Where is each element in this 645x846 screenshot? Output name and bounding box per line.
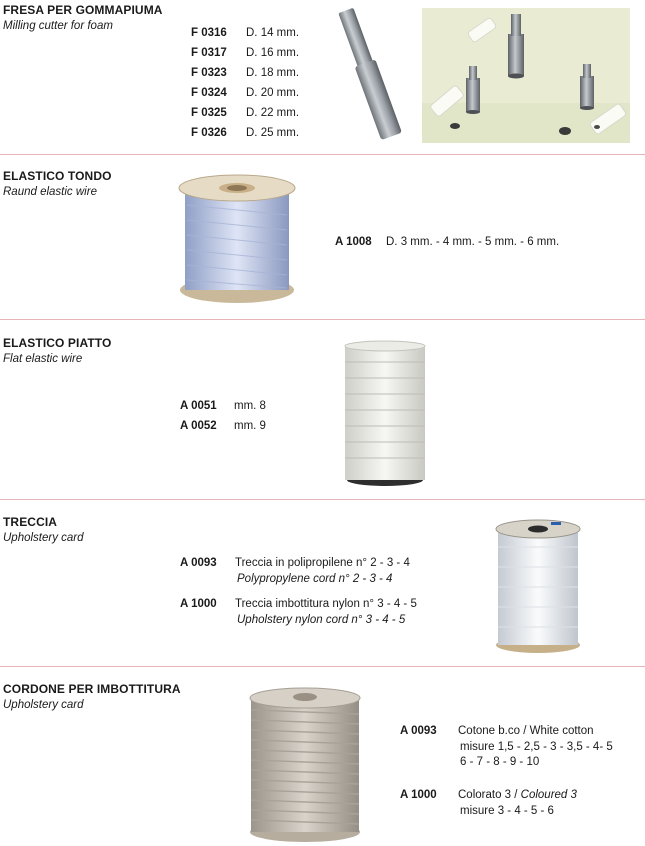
list-item-sizes: misure 3 - 4 - 5 - 6	[460, 805, 554, 817]
section-divider	[0, 499, 645, 500]
section-subtitle-treccia: Upholstery card	[3, 532, 84, 544]
list-item: F 0317	[191, 47, 227, 59]
list-item: A 0093	[180, 557, 217, 569]
list-item-sizes: 6 - 7 - 8 - 9 - 10	[460, 756, 540, 768]
treccia-spool-image	[493, 517, 583, 657]
list-item: F 0324	[191, 87, 227, 99]
list-item: A 0093	[400, 725, 437, 737]
section-title-treccia: TRECCIA	[3, 515, 58, 529]
list-item-desc: D. 25 mm.	[246, 127, 300, 139]
list-item-desc: Treccia imbottitura nylon n° 3 - 4 - 5	[235, 598, 417, 610]
cutters-on-board-image	[422, 8, 630, 143]
list-item: A 1000	[180, 598, 217, 610]
list-item-desc: D. 20 mm.	[246, 87, 300, 99]
list-item: F 0323	[191, 67, 227, 79]
round-elastic-spool-image	[175, 170, 300, 310]
list-item-desc: Cotone b.co / White cotton	[458, 725, 594, 737]
section-title-fresa: FRESA PER GOMMAPIUMA	[3, 3, 163, 17]
list-item-desc: mm. 8	[234, 400, 266, 412]
section-title-elastico-tondo: ELASTICO TONDO	[3, 169, 112, 183]
list-item-desc: Treccia in polipropilene n° 2 - 3 - 4	[235, 557, 410, 569]
list-item: A 1008	[335, 236, 372, 248]
list-item-desc: D. 18 mm.	[246, 67, 300, 79]
section-divider	[0, 154, 645, 155]
section-subtitle-elastico-piatto: Flat elastic wire	[3, 353, 83, 365]
section-subtitle-cordone: Upholstery card	[3, 699, 84, 711]
section-title-cordone: CORDONE PER IMBOTTITURA	[3, 682, 181, 696]
section-subtitle-elastico-tondo: Raund elastic wire	[3, 186, 97, 198]
milling-cutter-image	[325, 2, 415, 147]
list-item-desc: D. 3 mm. - 4 mm. - 5 mm. - 6 mm.	[386, 236, 560, 248]
flat-elastic-roll-image	[340, 338, 432, 488]
section-divider	[0, 666, 645, 667]
list-item: F 0316	[191, 27, 227, 39]
cordone-spool-image	[245, 684, 365, 844]
list-item: F 0325	[191, 107, 227, 119]
section-divider	[0, 319, 645, 320]
list-item-desc-en: Upholstery nylon cord n° 3 - 4 - 5	[237, 614, 406, 626]
list-item: A 1000	[400, 789, 437, 801]
list-item: F 0326	[191, 127, 227, 139]
list-item-desc: D. 14 mm.	[246, 27, 300, 39]
list-item-desc: D. 22 mm.	[246, 107, 300, 119]
section-title-elastico-piatto: ELASTICO PIATTO	[3, 336, 112, 350]
section-subtitle-fresa: Milling cutter for foam	[3, 20, 113, 32]
list-item: A 0051	[180, 400, 217, 412]
list-item: A 0052	[180, 420, 217, 432]
list-item-desc: Colorato 3 / Coloured 3	[458, 789, 577, 801]
list-item-desc: D. 16 mm.	[246, 47, 300, 59]
list-item-sizes: misure 1,5 - 2,5 - 3 - 3,5 - 4- 5	[460, 741, 613, 753]
list-item-desc: mm. 9	[234, 420, 266, 432]
list-item-desc-en: Polypropylene cord n° 2 - 3 - 4	[237, 573, 393, 585]
